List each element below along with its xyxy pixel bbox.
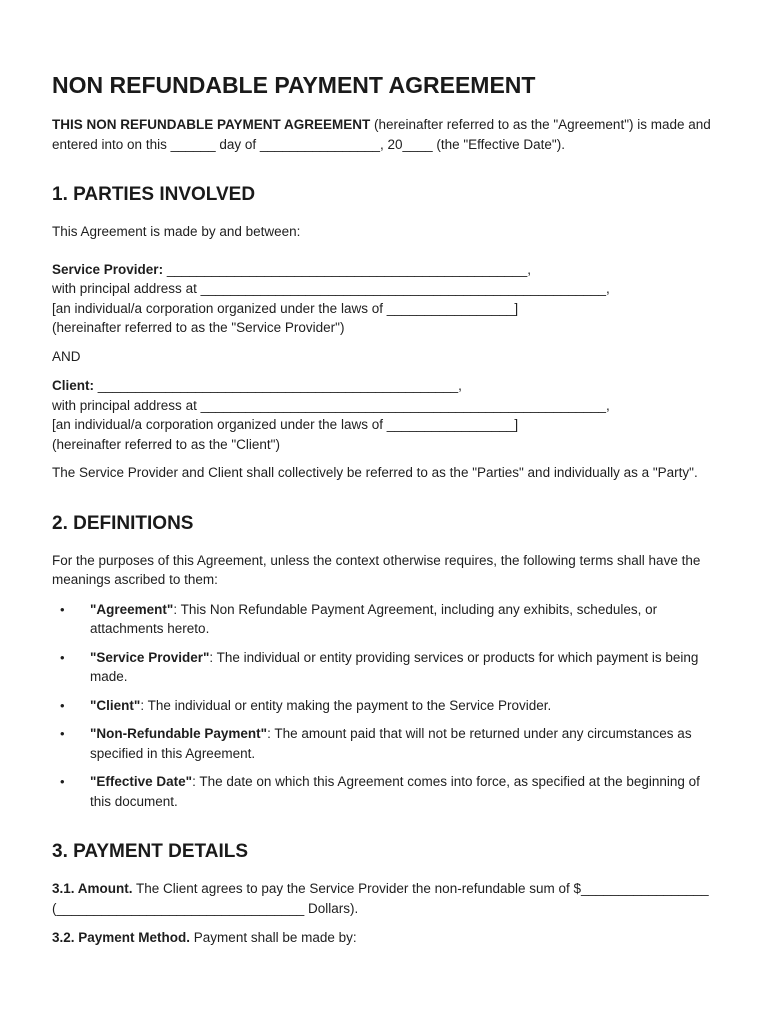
definition-term: "Non-Refundable Payment" <box>90 726 268 741</box>
section-1-heading: 1. PARTIES INVOLVED <box>52 184 256 205</box>
payment-amount-text: The Client agrees to pay the Service Provider the non-refundable sum of $_________________ (_________________________________ Dollars). <box>52 881 709 916</box>
service-provider-address: with principal address at ______________________________________________________, <box>52 281 610 296</box>
intro-text: (hereinafter referred to as the "Agreement") is made and entered into on this ______ day of ________________, 20____ (the "Effective Date"). <box>52 117 711 152</box>
bullet-icon: • <box>60 774 65 789</box>
service-provider-entity: [an individual/a corporation organized under the laws of _________________] <box>52 300 519 316</box>
client-entity: [an individual/a corporation organized under the laws of _________________] <box>52 417 519 432</box>
service-provider-block <box>52 260 718 338</box>
service-provider-name-blank: ________________________________________________, <box>163 261 531 277</box>
section-2-heading: 2. DEFINITIONS <box>52 512 194 534</box>
definition-text: : The amount paid that will not be returned under any circumstances as specified in this Agreement. <box>90 726 692 761</box>
list-item <box>52 696 718 716</box>
payment-amount-clause <box>52 879 718 918</box>
and-separator: AND <box>52 348 81 364</box>
definition-term: "Client" <box>90 697 141 713</box>
client-label: Client: <box>52 378 94 393</box>
definition-term: "Agreement" <box>90 601 174 617</box>
client-block <box>52 376 718 454</box>
definition-term: "Effective Date" <box>90 774 193 789</box>
parties-closing: The Service Provider and Client shall collectively be referred to as the "Parties" and individually as a "Party". <box>52 465 698 480</box>
payment-method-text: Payment shall be made by: <box>190 930 357 945</box>
client-name-blank: ________________________________________________, <box>94 378 462 393</box>
definition-text: : The individual or entity making the payment to the Service Provider. <box>140 697 552 713</box>
section-1-lead: This Agreement is made by and between: <box>52 224 301 239</box>
payment-method-label: 3.2. Payment Method. <box>52 930 191 945</box>
service-provider-reference: (hereinafter referred to as the "Service Provider") <box>52 320 345 335</box>
bullet-icon: • <box>60 697 65 713</box>
client-reference: (hereinafter referred to as the "Client") <box>52 436 280 452</box>
document-title: NON REFUNDABLE PAYMENT AGREEMENT <box>52 72 536 98</box>
list-item <box>52 600 718 639</box>
intro-bold: THIS NON REFUNDABLE PAYMENT AGREEMENT <box>52 117 371 132</box>
payment-amount-label: 3.1. Amount. <box>52 881 133 896</box>
section-3-heading: 3. PAYMENT DETAILS <box>52 841 249 862</box>
definition-term: "Service Provider" <box>90 649 210 665</box>
client-address: with principal address at ______________________________________________________, <box>52 397 610 413</box>
intro-paragraph <box>52 115 718 154</box>
list-item <box>52 724 718 763</box>
service-provider-label: Service Provider: <box>52 261 164 277</box>
definition-text: : The individual or entity providing services or products for which payment is being made. <box>90 649 699 684</box>
section-2-lead: For the purposes of this Agreement, unless the context otherwise requires, the following terms shall have the meanings ascribed to them: <box>52 552 701 587</box>
bullet-icon: • <box>60 649 65 665</box>
payment-method-clause <box>52 928 718 948</box>
definition-text: : The date on which this Agreement comes into force, as specified at the beginning of this document. <box>90 774 700 809</box>
definitions-list <box>52 600 718 812</box>
definition-text: : This Non Refundable Payment Agreement, including any exhibits, schedules, or attachments hereto. <box>90 601 658 636</box>
list-item <box>52 648 718 687</box>
bullet-icon: • <box>60 726 65 741</box>
list-item <box>52 772 718 811</box>
bullet-icon: • <box>60 601 65 617</box>
